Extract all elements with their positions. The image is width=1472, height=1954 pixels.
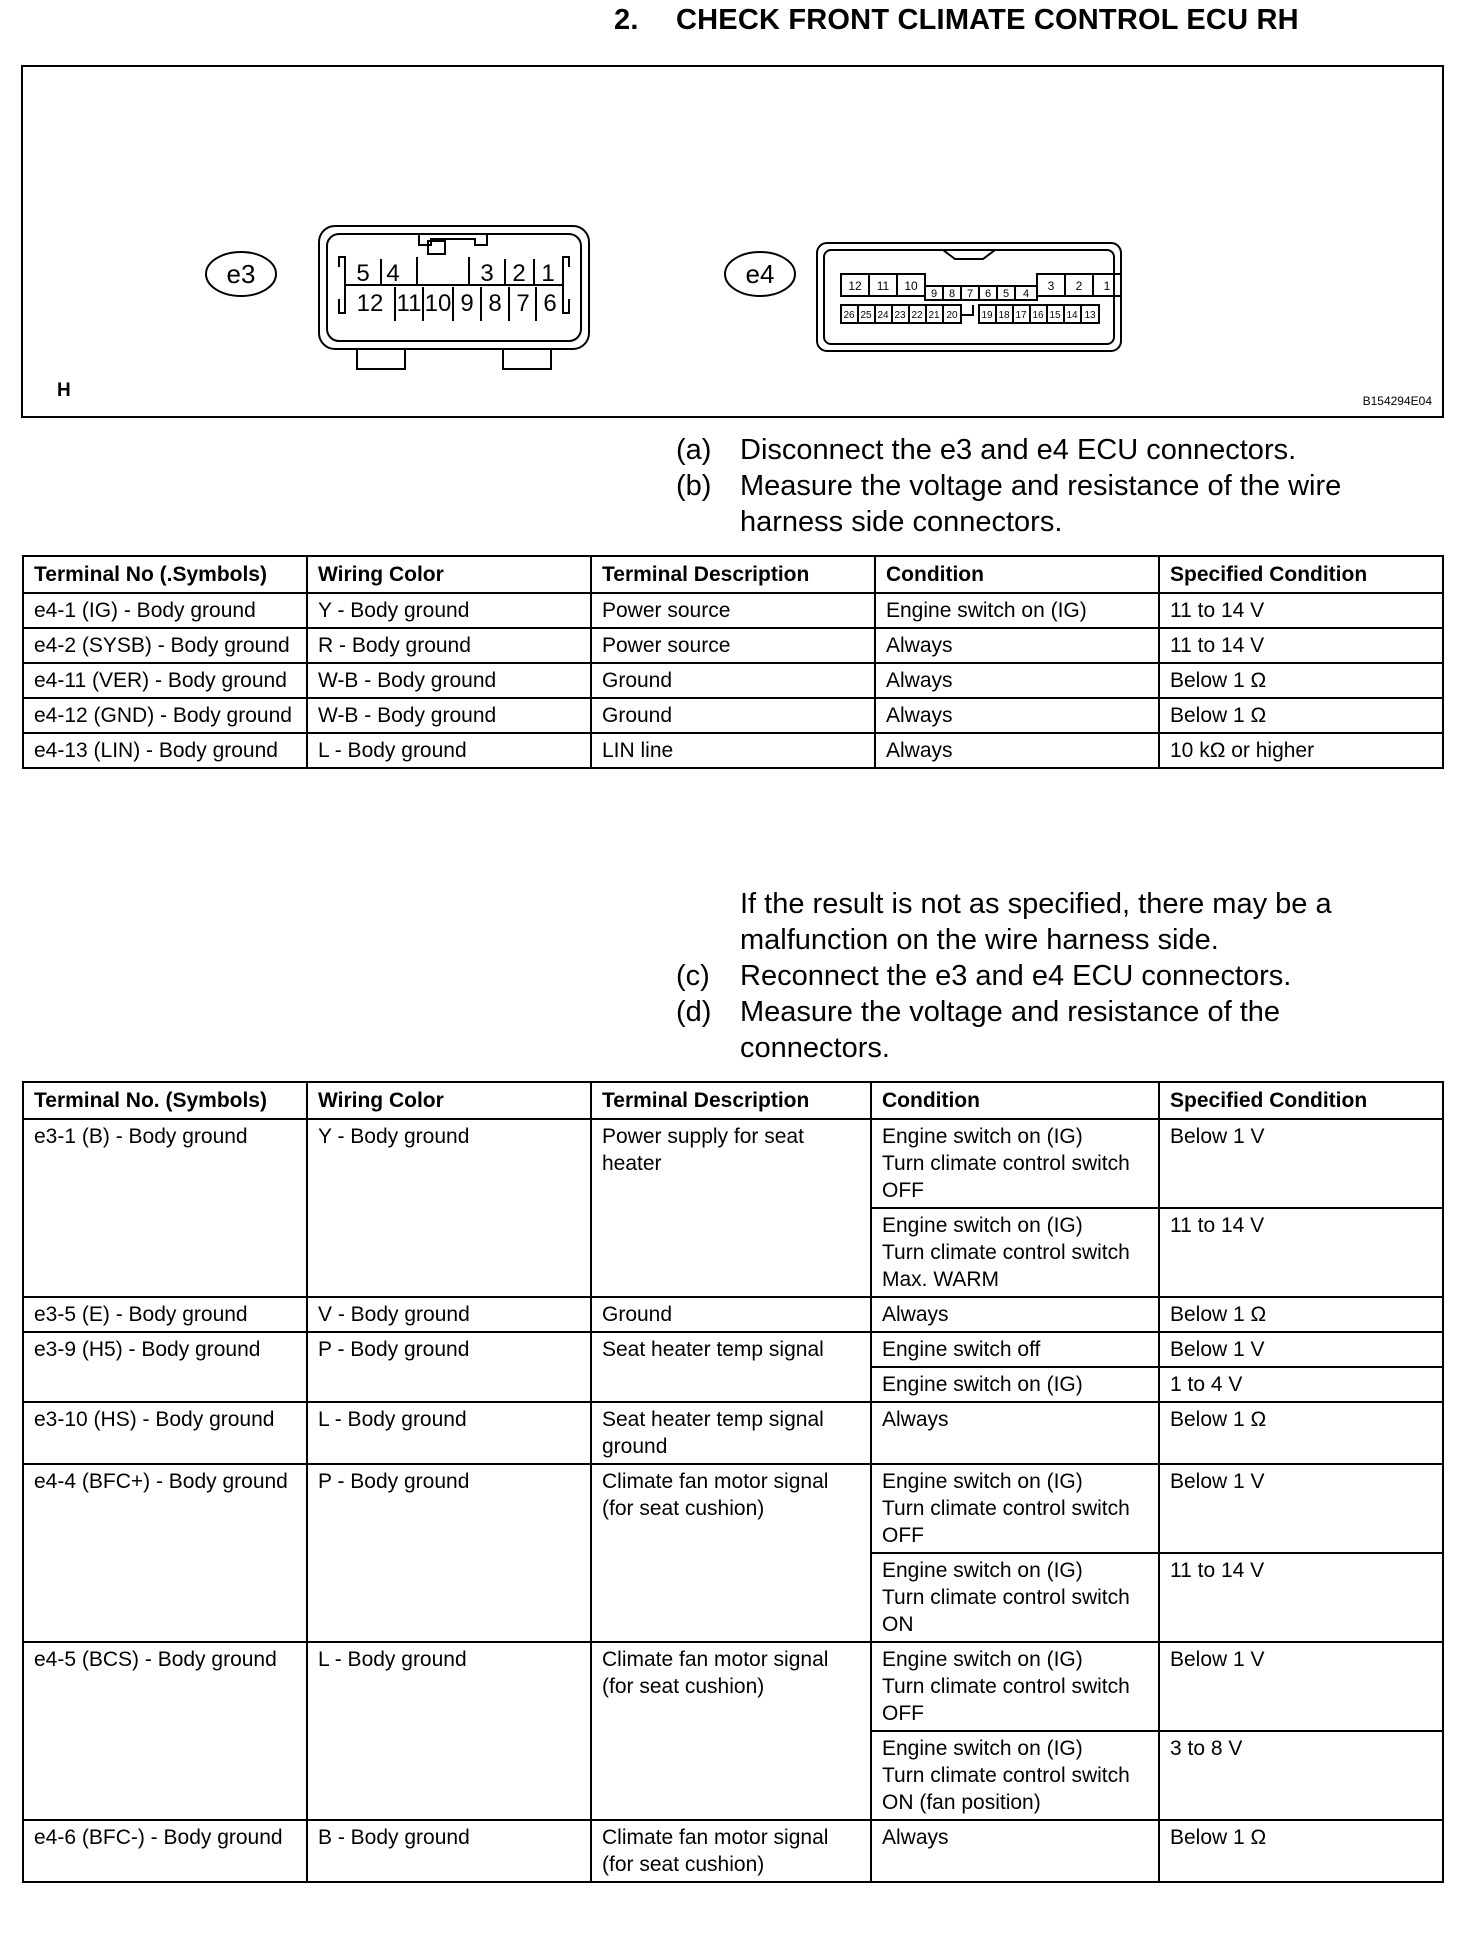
step-label: (d) — [676, 996, 712, 1028]
condition-cell: Always — [871, 1297, 1159, 1332]
condition-cell: Always — [871, 1402, 1159, 1464]
condition-cell: Always — [875, 663, 1159, 698]
e4-pin: 5 — [1002, 288, 1010, 300]
spec-cell: Below 1 V — [1159, 1119, 1443, 1208]
table-header-row — [23, 556, 1443, 593]
e3-pin: 11 — [396, 290, 422, 317]
terminal-cell: e4-1 (IG) - Body ground — [23, 593, 307, 628]
column-header: Specified Condition — [1159, 556, 1443, 593]
wiring-color-cell: L - Body ground — [307, 1402, 591, 1464]
terminal-cell: e4-12 (GND) - Body ground — [23, 698, 307, 733]
step-label: (c) — [676, 960, 710, 992]
e4-pin: 14 — [1066, 310, 1078, 321]
spec-cell: 11 to 14 V — [1159, 1208, 1443, 1297]
condition-cell: Always — [875, 628, 1159, 663]
description-cell: Climate fan motor signal (for seat cushion) — [591, 1820, 871, 1882]
table-row — [23, 1297, 1443, 1332]
e3-pin: 4 — [386, 260, 400, 287]
step-c — [676, 958, 1436, 994]
description-cell: Power source — [591, 593, 875, 628]
e4-pin: 20 — [946, 310, 958, 321]
e4-pin: 25 — [860, 310, 872, 321]
step-b — [676, 468, 1436, 540]
e3-pin: 7 — [516, 290, 530, 317]
e3-pin: 9 — [460, 290, 474, 317]
wiring-color-cell: P - Body ground — [307, 1332, 591, 1402]
description-cell: Climate fan motor signal (for seat cushion) — [591, 1464, 871, 1642]
terminal-cell: e3-10 (HS) - Body ground — [23, 1402, 307, 1464]
column-header: Terminal Description — [591, 556, 875, 593]
description-cell: Seat heater temp signal ground — [591, 1402, 871, 1464]
e3-callout-label: e3 — [226, 259, 256, 289]
condition-cell: Engine switch on (IG) — [871, 1367, 1159, 1402]
condition-cell: Always — [875, 733, 1159, 768]
description-cell: Climate fan motor signal (for seat cushion) — [591, 1642, 871, 1820]
condition-cell: Engine switch on (IG) — [875, 593, 1159, 628]
spec-cell: Below 1 Ω — [1159, 1820, 1443, 1882]
description-cell: Ground — [591, 698, 875, 733]
column-header: Wiring Color — [307, 556, 591, 593]
condition-cell: Always — [871, 1820, 1159, 1882]
e4-pin: 15 — [1049, 310, 1061, 321]
spec-cell: Below 1 V — [1159, 1464, 1443, 1553]
spec-cell: 3 to 8 V — [1159, 1731, 1443, 1820]
column-header: Condition — [875, 556, 1159, 593]
description-cell: LIN line — [591, 733, 875, 768]
e4-pin: 2 — [1075, 279, 1083, 293]
e4-pin: 22 — [911, 310, 923, 321]
column-header: Terminal Description — [591, 1082, 871, 1119]
step-text: Measure the voltage and resistance of the connectors. — [740, 996, 1281, 1064]
step-note — [676, 886, 1436, 958]
terminal-cell: e3-9 (H5) - Body ground — [23, 1332, 307, 1402]
spec-cell: 10 kΩ or higher — [1159, 733, 1443, 768]
terminal-cell: e4-5 (BCS) - Body ground — [23, 1642, 307, 1820]
table-row — [23, 1402, 1443, 1464]
condition-cell: Engine switch on (IG) Turn climate control switch Max. WARM — [871, 1208, 1159, 1297]
e4-pin: 21 — [928, 310, 940, 321]
e3-top-row — [356, 260, 554, 287]
figure-corner-label: H — [57, 380, 71, 401]
e3-pin: 2 — [512, 260, 526, 287]
e4-pin: 10 — [904, 279, 918, 293]
wiring-color-cell: L - Body ground — [307, 1642, 591, 1820]
spec-cell: Below 1 Ω — [1159, 663, 1443, 698]
condition-cell: Always — [875, 698, 1159, 733]
column-header: Terminal No (.Symbols) — [23, 556, 307, 593]
steps-before-table2 — [676, 886, 1436, 1066]
e4-pin: 7 — [966, 288, 974, 300]
table-row — [23, 698, 1443, 733]
step-a — [676, 432, 1436, 468]
condition-cell: Engine switch on (IG) Turn climate control switch ON (fan position) — [871, 1731, 1159, 1820]
wiring-color-cell: Y - Body ground — [307, 593, 591, 628]
spec-cell: Below 1 V — [1159, 1332, 1443, 1367]
spec-cell: Below 1 Ω — [1159, 1402, 1443, 1464]
table-row — [23, 628, 1443, 663]
e3-bottom-row — [357, 290, 557, 317]
step-label — [676, 886, 740, 958]
table-row — [23, 1119, 1443, 1208]
e3-pin: 8 — [488, 290, 502, 317]
e3-pin: 1 — [541, 260, 555, 287]
table-row — [23, 593, 1443, 628]
e4-pin: 6 — [984, 288, 992, 300]
e4-pin: 13 — [1084, 310, 1096, 321]
step-label: (b) — [676, 470, 712, 502]
e4-pin: 18 — [998, 310, 1010, 321]
e4-top-right-row — [1048, 279, 1111, 293]
step-label: (a) — [676, 434, 712, 466]
description-cell: Power source — [591, 628, 875, 663]
spec-cell: 11 to 14 V — [1159, 593, 1443, 628]
connector-spec-table — [22, 1081, 1444, 1883]
terminal-cell: e4-13 (LIN) - Body ground — [23, 733, 307, 768]
table-row — [23, 1820, 1443, 1882]
condition-cell: Engine switch off — [871, 1332, 1159, 1367]
spec-cell: Below 1 Ω — [1159, 1297, 1443, 1332]
table-row — [23, 733, 1443, 768]
description-cell: Seat heater temp signal — [591, 1332, 871, 1402]
wiring-color-cell: L - Body ground — [307, 733, 591, 768]
e3-pin: 5 — [356, 260, 370, 287]
wiring-color-cell: W-B - Body ground — [307, 698, 591, 733]
e4-top-left-row — [848, 279, 918, 293]
table-row — [23, 1332, 1443, 1367]
step-text: If the result is not as specified, there may be a malfunction on the wire harness side. — [740, 888, 1332, 956]
e4-pin: 16 — [1032, 310, 1044, 321]
e4-pin: 1 — [1103, 279, 1111, 293]
column-header: Condition — [871, 1082, 1159, 1119]
connector-diagram — [23, 67, 1446, 420]
table-row — [23, 663, 1443, 698]
description-cell: Ground — [591, 1297, 871, 1332]
e4-bottom-right-row — [981, 310, 1096, 321]
column-header: Specified Condition — [1159, 1082, 1443, 1119]
step-text: Reconnect the e3 and e4 ECU connectors. — [740, 960, 1292, 992]
wiring-color-cell: W-B - Body ground — [307, 663, 591, 698]
step-d — [676, 994, 1436, 1066]
e4-pin: 9 — [930, 288, 938, 300]
e3-pin: 12 — [356, 290, 384, 317]
wiring-color-cell: Y - Body ground — [307, 1119, 591, 1297]
e4-pin: 12 — [848, 279, 862, 293]
spec-cell: 1 to 4 V — [1159, 1367, 1443, 1402]
e4-pin: 3 — [1047, 279, 1055, 293]
section-number: 2. — [614, 4, 639, 36]
e4-bottom-left-row — [843, 310, 958, 321]
description-cell: Power supply for seat heater — [591, 1119, 871, 1297]
table-header-row — [23, 1082, 1443, 1119]
terminal-cell: e3-5 (E) - Body ground — [23, 1297, 307, 1332]
step-text: Disconnect the e3 and e4 ECU connectors. — [740, 434, 1297, 466]
column-header: Wiring Color — [307, 1082, 591, 1119]
e4-pin: 11 — [876, 279, 890, 293]
section-title: CHECK FRONT CLIMATE CONTROL ECU RH — [676, 4, 1299, 36]
e3-pin: 10 — [424, 290, 452, 317]
harness-side-spec-table — [22, 555, 1444, 769]
connector-figure — [21, 65, 1444, 418]
spec-cell: 11 to 14 V — [1159, 628, 1443, 663]
wiring-color-cell: P - Body ground — [307, 1464, 591, 1642]
terminal-cell: e4-6 (BFC-) - Body ground — [23, 1820, 307, 1882]
terminal-cell: e3-1 (B) - Body ground — [23, 1119, 307, 1297]
table-row — [23, 1642, 1443, 1731]
e4-pin: 24 — [877, 310, 889, 321]
wiring-color-cell: B - Body ground — [307, 1820, 591, 1882]
section-heading — [614, 4, 1299, 37]
wiring-color-cell: R - Body ground — [307, 628, 591, 663]
spec-cell: 11 to 14 V — [1159, 1553, 1443, 1642]
column-header: Terminal No. (Symbols) — [23, 1082, 307, 1119]
e4-pin: 26 — [843, 310, 855, 321]
e3-pin: 6 — [543, 290, 557, 317]
spec-cell: Below 1 V — [1159, 1642, 1443, 1731]
condition-cell: Engine switch on (IG) Turn climate control switch OFF — [871, 1642, 1159, 1731]
steps-before-table1 — [676, 432, 1436, 540]
condition-cell: Engine switch on (IG) Turn climate control switch OFF — [871, 1464, 1159, 1553]
terminal-cell: e4-4 (BFC+) - Body ground — [23, 1464, 307, 1642]
e3-pin: 3 — [480, 260, 494, 287]
description-cell: Ground — [591, 663, 875, 698]
terminal-cell: e4-11 (VER) - Body ground — [23, 663, 307, 698]
e4-callout-label: e4 — [745, 259, 775, 289]
condition-cell: Engine switch on (IG) Turn climate control switch OFF — [871, 1119, 1159, 1208]
table-row — [23, 1464, 1443, 1553]
condition-cell: Engine switch on (IG) Turn climate control switch ON — [871, 1553, 1159, 1642]
step-text: Measure the voltage and resistance of the wire harness side connectors. — [740, 470, 1342, 538]
e4-pin: 8 — [948, 288, 956, 300]
spec-cell: Below 1 Ω — [1159, 698, 1443, 733]
e4-pin: 4 — [1022, 288, 1030, 300]
wiring-color-cell: V - Body ground — [307, 1297, 591, 1332]
e4-pin: 23 — [894, 310, 906, 321]
figure-code: B154294E04 — [1362, 394, 1432, 408]
e4-pin: 19 — [981, 310, 993, 321]
e4-pin: 17 — [1015, 310, 1027, 321]
terminal-cell: e4-2 (SYSB) - Body ground — [23, 628, 307, 663]
